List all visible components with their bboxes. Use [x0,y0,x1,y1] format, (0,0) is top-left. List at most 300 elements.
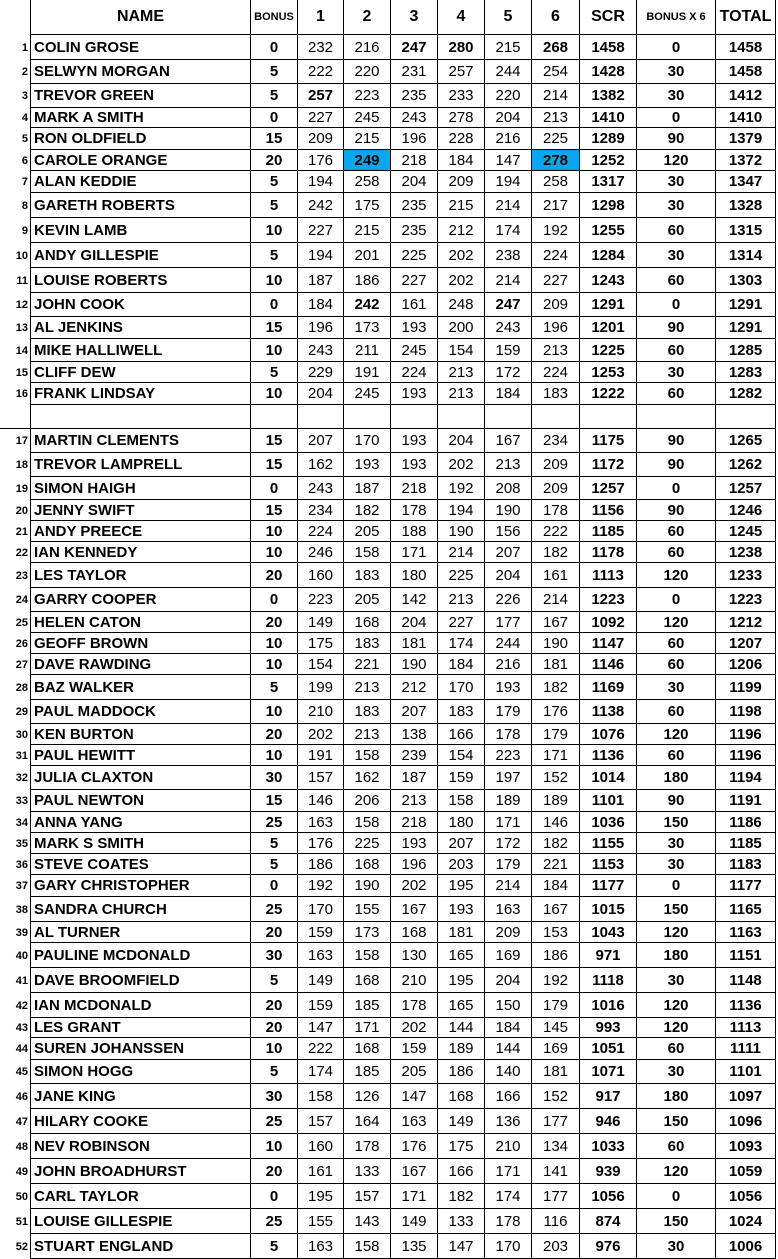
bonus-x6-cell: 150 [637,812,716,833]
rank-number: 14 [0,339,31,362]
player-name: JANE KING [31,1084,251,1109]
game-score-cell: 174 [485,218,532,243]
bonus-cell: 5 [251,675,298,700]
game-score-cell: 184 [438,654,485,675]
bonus-x6-cell: 120 [637,922,716,943]
game-score-cell: 175 [344,193,391,218]
game-score-cell: 202 [298,724,344,745]
bonus-cell: 10 [251,633,298,654]
bonus-x6-cell: 30 [637,193,716,218]
game-score-cell: 225 [391,243,438,268]
game-score-cell: 204 [485,108,532,128]
scratch-score: 1015 [580,897,637,922]
player-name: LES GRANT [31,1018,251,1038]
game-score-cell: 182 [532,542,580,563]
game-score-cell: 235 [391,84,438,108]
bonus-x6-cell: 60 [637,521,716,542]
player-name: MARTIN CLEMENTS [31,429,251,453]
game-score-cell: 163 [298,1234,344,1259]
scratch-score: 1175 [580,429,637,453]
game-score-cell: 205 [344,521,391,542]
game-score-cell: 180 [391,563,438,588]
table-row [0,1234,778,1259]
game-score-cell: 185 [344,993,391,1018]
bonus-cell: 20 [251,1018,298,1038]
table-row [0,633,778,654]
game-score-cell: 220 [485,84,532,108]
header-row [0,0,778,35]
game-score-cell: 161 [391,293,438,317]
game-score-cell: 207 [485,542,532,563]
rank-number: 49 [0,1159,31,1184]
player-name: AL JENKINS [31,317,251,339]
player-name: KEVIN LAMB [31,218,251,243]
game-score-cell: 182 [438,1184,485,1209]
game-score-cell: 209 [485,922,532,943]
game-score-cell: 254 [532,60,580,84]
game-score-cell: 195 [438,968,485,993]
player-name: ALAN KEDDIE [31,171,251,193]
bonus-cell: 15 [251,317,298,339]
game-score-cell: 190 [438,521,485,542]
scratch-score: 1033 [580,1134,637,1159]
total-score: 1283 [716,362,776,383]
rank-number: 50 [0,1184,31,1209]
game-score-cell: 224 [532,362,580,383]
game-score-cell: 239 [391,745,438,766]
rank-number: 18 [0,453,31,477]
game-score-cell: 183 [344,633,391,654]
bonus-x6-cell: 60 [637,1134,716,1159]
game-score-cell: 224 [298,521,344,542]
game-score-cell: 225 [344,833,391,854]
game-score-cell: 202 [438,243,485,268]
rank-number: 7 [0,171,31,193]
game-score-cell: 158 [344,542,391,563]
scratch-score: 1201 [580,317,637,339]
game-score-cell: 144 [485,1038,532,1060]
game-score-cell: 158 [344,1234,391,1259]
scratch-score: 1136 [580,745,637,766]
game-score-cell: 213 [344,675,391,700]
bonus-cell: 0 [251,108,298,128]
scratch-score: 1155 [580,833,637,854]
bonus-cell: 10 [251,339,298,362]
game-score-cell: 213 [532,108,580,128]
game-score-cell: 225 [532,128,580,150]
game-score-cell: 238 [485,243,532,268]
total-score: 1196 [716,745,776,766]
game-score-cell: 213 [438,362,485,383]
game-score-cell: 171 [532,745,580,766]
game-score-cell: 207 [298,429,344,453]
game-score-cell: 179 [532,724,580,745]
total-score: 1136 [716,993,776,1018]
bonus-x6-cell: 150 [637,897,716,922]
bonus-x6-cell: 30 [637,362,716,383]
player-name: JULIA CLAXTON [31,766,251,790]
bonus-cell: 10 [251,654,298,675]
game-score-cell: 223 [298,588,344,612]
header-game-4: 4 [438,0,485,35]
game-score-cell: 192 [532,218,580,243]
table-row [0,218,778,243]
bonus-x6-cell: 120 [637,563,716,588]
table-row [0,700,778,724]
table-row [0,833,778,854]
game-score-cell: 195 [438,875,485,897]
game-score-cell: 159 [298,993,344,1018]
scratch-score: 1051 [580,1038,637,1060]
player-name: JENNY SWIFT [31,500,251,521]
table-row [0,854,778,875]
player-name: JOHN BROADHURST [31,1159,251,1184]
bonus-cell: 20 [251,150,298,171]
game-score-cell: 178 [485,724,532,745]
bonus-cell: 30 [251,1084,298,1109]
game-score-cell: 190 [391,654,438,675]
bonus-x6-cell: 60 [637,745,716,766]
game-score-cell: 143 [344,1209,391,1234]
scratch-score: 1252 [580,150,637,171]
game-score-cell: 178 [344,1134,391,1159]
total-score: 1056 [716,1184,776,1209]
game-score-cell: 152 [532,1084,580,1109]
game-score-cell: 193 [391,833,438,854]
game-score-cell: 163 [298,812,344,833]
player-name: PAUL MADDOCK [31,700,251,724]
game-score-cell: 146 [298,790,344,812]
bonus-x6-cell: 60 [637,654,716,675]
table-row [0,968,778,993]
total-score: 1257 [716,477,776,500]
player-name: TREVOR GREEN [31,84,251,108]
player-name: GEOFF BROWN [31,633,251,654]
total-score: 1024 [716,1209,776,1234]
game-score-cell: 170 [438,675,485,700]
scratch-score: 976 [580,1234,637,1259]
bonus-cell: 5 [251,854,298,875]
scratch-score: 1284 [580,243,637,268]
game-score-cell: 168 [344,854,391,875]
table-row [0,171,778,193]
header-index-cell [0,0,31,35]
game-score-cell: 245 [391,339,438,362]
total-score: 1285 [716,339,776,362]
game-score-cell: 235 [391,193,438,218]
bonus-x6-cell: 30 [637,833,716,854]
bonus-x6-cell: 30 [637,854,716,875]
game-score-cell: 145 [532,1018,580,1038]
game-score-cell: 224 [532,243,580,268]
scratch-score: 1118 [580,968,637,993]
rank-number: 26 [0,633,31,654]
game-score-cell: 150 [485,993,532,1018]
table-row [0,193,778,218]
table-row [0,84,778,108]
game-score-cell: 166 [485,1084,532,1109]
player-name: STEVE COATES [31,854,251,875]
total-score: 1265 [716,429,776,453]
bonus-cell: 5 [251,60,298,84]
game-score-cell: 172 [485,833,532,854]
empty-cell [580,405,637,429]
header-bonus: BONUS [251,0,298,35]
player-name: LES TAYLOR [31,563,251,588]
game-score-cell: 213 [485,453,532,477]
rank-number: 38 [0,897,31,922]
game-score-cell: 171 [391,1184,438,1209]
player-name: MARK A SMITH [31,108,251,128]
bonus-x6-cell: 0 [637,293,716,317]
bonus-x6-cell: 90 [637,429,716,453]
game-score-cell: 149 [438,1109,485,1134]
empty-cell [485,405,532,429]
table-row [0,150,778,171]
scratch-score: 993 [580,1018,637,1038]
total-score: 1096 [716,1109,776,1134]
player-name: NEV ROBINSON [31,1134,251,1159]
rank-number: 42 [0,993,31,1018]
player-name: SIMON HOGG [31,1060,251,1084]
rank-number: 3 [0,84,31,108]
bonus-x6-cell: 180 [637,943,716,968]
scratch-score: 1223 [580,588,637,612]
game-score-cell: 170 [485,1234,532,1259]
empty-cell [716,405,776,429]
game-score-cell: 243 [298,477,344,500]
player-name: GARY CHRISTOPHER [31,875,251,897]
game-score-cell: 178 [391,500,438,521]
scratch-score: 1043 [580,922,637,943]
empty-cell [637,405,716,429]
game-score-cell: 130 [391,943,438,968]
total-score: 1177 [716,875,776,897]
player-name: SELWYN MORGAN [31,60,251,84]
total-score: 1093 [716,1134,776,1159]
game-score-cell: 216 [485,654,532,675]
game-score-cell: 244 [485,60,532,84]
scratch-score: 1222 [580,383,637,405]
game-score-cell: 204 [298,383,344,405]
bonus-x6-cell: 120 [637,1018,716,1038]
total-score: 1059 [716,1159,776,1184]
game-score-cell: 187 [391,766,438,790]
game-score-cell: 149 [391,1209,438,1234]
table-row [0,1209,778,1234]
game-score-cell: 156 [485,521,532,542]
rank-number: 25 [0,612,31,633]
player-name: TREVOR LAMPRELL [31,453,251,477]
game-score-cell: 182 [344,500,391,521]
game-score-cell: 175 [438,1134,485,1159]
header-name: NAME [31,0,251,35]
game-score-cell: 181 [532,1060,580,1084]
bonus-cell: 15 [251,429,298,453]
game-score-cell: 211 [344,339,391,362]
total-score: 1410 [716,108,776,128]
game-score-cell: 221 [532,854,580,875]
game-score-cell: 171 [485,1159,532,1184]
game-score-cell: 242 [344,293,391,317]
game-score-cell: 243 [391,108,438,128]
game-score-cell: 179 [485,854,532,875]
total-score: 1412 [716,84,776,108]
game-score-cell: 171 [344,1018,391,1038]
player-name: LOUISE GILLESPIE [31,1209,251,1234]
player-name: SIMON HAIGH [31,477,251,500]
game-score-cell: 192 [532,968,580,993]
game-score-cell: 258 [344,171,391,193]
game-score-cell: 160 [298,1134,344,1159]
bonus-x6-cell: 90 [637,500,716,521]
header-bonus-x6: BONUS X 6 [637,0,716,35]
bonus-x6-cell: 60 [637,218,716,243]
bonus-x6-cell: 30 [637,1234,716,1259]
game-score-cell: 193 [391,453,438,477]
player-name: JOHN COOK [31,293,251,317]
scratch-score: 1177 [580,875,637,897]
bonus-x6-cell: 120 [637,724,716,745]
table-row [0,612,778,633]
game-score-cell: 247 [391,35,438,60]
game-score-cell: 167 [532,612,580,633]
game-score-cell: 209 [532,453,580,477]
bonus-cell: 20 [251,922,298,943]
game-score-cell: 218 [391,812,438,833]
game-score-cell: 199 [298,675,344,700]
game-score-cell: 171 [485,812,532,833]
total-score: 1101 [716,1060,776,1084]
game-score-cell: 165 [438,943,485,968]
game-score-cell: 191 [298,745,344,766]
game-score-cell: 213 [344,724,391,745]
scratch-score: 1253 [580,362,637,383]
game-score-cell: 195 [298,1184,344,1209]
game-score-cell: 147 [391,1084,438,1109]
total-score: 1238 [716,542,776,563]
game-score-cell: 227 [298,108,344,128]
total-score: 1347 [716,171,776,193]
game-score-cell: 248 [438,293,485,317]
bonus-x6-cell: 120 [637,150,716,171]
game-score-cell: 214 [532,84,580,108]
game-score-cell: 202 [438,453,485,477]
scratch-score: 1169 [580,675,637,700]
game-score-cell: 170 [344,429,391,453]
game-score-cell: 196 [532,317,580,339]
bonus-x6-cell: 30 [637,968,716,993]
bonus-cell: 20 [251,1159,298,1184]
game-score-cell: 193 [391,383,438,405]
table-row [0,542,778,563]
bonus-x6-cell: 60 [637,633,716,654]
game-score-cell: 147 [298,1018,344,1038]
game-score-cell: 202 [438,268,485,293]
game-score-cell: 213 [438,588,485,612]
game-score-cell: 164 [344,1109,391,1134]
rank-number: 28 [0,675,31,700]
total-score: 1291 [716,293,776,317]
total-score: 1379 [716,128,776,150]
table-row [0,724,778,745]
scratch-score: 1291 [580,293,637,317]
game-score-cell: 190 [344,875,391,897]
rank-number: 47 [0,1109,31,1134]
table-row [0,293,778,317]
game-score-cell: 212 [391,675,438,700]
game-score-cell: 146 [532,812,580,833]
bonus-cell: 10 [251,521,298,542]
total-score: 1315 [716,218,776,243]
table-row [0,875,778,897]
game-score-cell: 210 [391,968,438,993]
bonus-x6-cell: 90 [637,128,716,150]
game-score-cell: 222 [298,1038,344,1060]
game-score-cell: 215 [438,193,485,218]
scratch-score: 1153 [580,854,637,875]
scratch-score: 1410 [580,108,637,128]
game-score-cell: 178 [391,993,438,1018]
table-row [0,60,778,84]
game-score-cell: 214 [532,588,580,612]
player-name: MARK S SMITH [31,833,251,854]
bonus-cell: 30 [251,766,298,790]
bonus-x6-cell: 90 [637,453,716,477]
table-row [0,1060,778,1084]
game-score-cell: 184 [438,150,485,171]
game-score-cell: 215 [344,218,391,243]
game-score-cell: 227 [532,268,580,293]
rank-number: 13 [0,317,31,339]
total-score: 1212 [716,612,776,633]
game-score-cell: 189 [485,790,532,812]
rank-number: 5 [0,128,31,150]
game-score-cell: 214 [485,193,532,218]
total-score: 1191 [716,790,776,812]
total-score: 1151 [716,943,776,968]
game-score-cell: 220 [344,60,391,84]
game-score-cell: 165 [438,993,485,1018]
table-row [0,128,778,150]
bonus-x6-cell: 180 [637,766,716,790]
table-row [0,429,778,453]
game-score-cell: 258 [532,171,580,193]
game-score-cell: 177 [532,1184,580,1209]
table-row [0,943,778,968]
game-score-cell: 179 [532,993,580,1018]
header-game-5: 5 [485,0,532,35]
rank-number: 12 [0,293,31,317]
bonus-cell: 25 [251,812,298,833]
game-score-cell: 228 [438,128,485,150]
game-score-cell: 184 [298,293,344,317]
bonus-cell: 10 [251,745,298,766]
game-score-cell: 215 [344,128,391,150]
bonus-x6-cell: 150 [637,1209,716,1234]
game-score-cell: 196 [298,317,344,339]
table-row [0,1159,778,1184]
table-row [0,243,778,268]
game-score-cell: 173 [344,317,391,339]
bonus-cell: 5 [251,171,298,193]
game-score-cell: 191 [344,362,391,383]
game-score-cell: 243 [298,339,344,362]
game-score-cell: 159 [438,766,485,790]
game-score-cell: 186 [532,943,580,968]
bonus-cell: 10 [251,542,298,563]
game-score-cell: 213 [438,383,485,405]
